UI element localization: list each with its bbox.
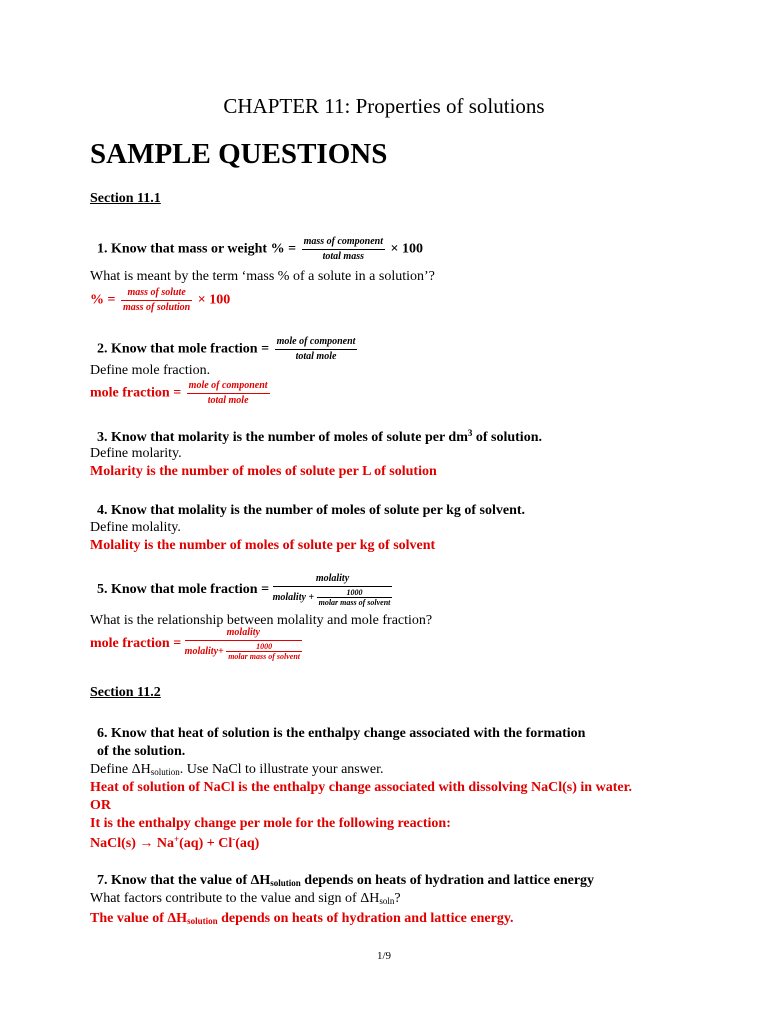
question-2-lead: 2. Know that mole fraction =	[97, 341, 273, 357]
question-6-text	[90, 762, 383, 778]
answer-2-fraction	[187, 380, 270, 407]
question-1-lead: 1. Know that mass or weight % =	[97, 241, 300, 257]
equation-right: (aq)	[235, 836, 260, 851]
question-4: 4. Know that molality is the number of moles of solute per kg of solvent.	[97, 503, 526, 518]
question-7-lead: 7. Know that the value of ΔH	[97, 873, 271, 888]
section-heading-11-2: Section 11.2	[90, 685, 161, 700]
sample-questions-title: SAMPLE QUESTIONS	[90, 138, 388, 170]
question-5	[97, 573, 392, 607]
times-100: × 100	[197, 292, 231, 308]
fraction-denominator: total mole	[295, 351, 337, 362]
inner-denominator: molar mass of solvent	[228, 652, 300, 661]
fraction-denominator: total mole	[207, 395, 249, 406]
answer-1	[90, 287, 230, 314]
define-tail: . Use NaCl to illustrate your answer.	[179, 762, 384, 777]
answer-7-lead: The value of ΔH	[90, 911, 188, 926]
question-7	[97, 873, 594, 889]
subscript: soln	[379, 896, 395, 906]
answer-7	[90, 911, 514, 927]
section-heading-11-1: Section 11.1	[90, 191, 161, 206]
inner-fraction	[317, 588, 393, 607]
answer-5	[90, 627, 302, 661]
question-7-question-tail: ?	[394, 891, 401, 906]
question-5-lead: 5. Know that mole fraction =	[97, 582, 273, 598]
fraction-numerator: molality	[185, 627, 302, 641]
superscript: +	[174, 834, 180, 844]
question-3-text: Define molarity.	[90, 446, 182, 461]
answer-6-or: OR	[90, 798, 111, 813]
fraction-numerator: mass of solute	[121, 287, 192, 301]
answer-2-lead: mole fraction =	[90, 385, 185, 401]
mass-percent-fraction	[302, 236, 385, 263]
fraction-denominator: total mass	[322, 251, 364, 262]
question-3-lead: 3. Know that molarity is the number of moles of solute per dm	[97, 430, 468, 445]
question-6-line-2: of the solution.	[97, 744, 186, 759]
equation-middle: (aq) + Cl	[179, 836, 233, 851]
answer-5-lead: mole fraction =	[90, 636, 185, 652]
subscript: solution	[150, 767, 180, 777]
question-7-text	[90, 891, 401, 907]
times-100: × 100	[390, 241, 423, 257]
mole-fraction-fraction	[275, 336, 358, 363]
inner-numerator: 1000	[226, 642, 302, 652]
question-1-text: What is meant by the term ‘mass % of a solute in a solution’?	[90, 269, 435, 284]
answer-7-tail: depends on heats of hydration and lattice energy.	[217, 911, 514, 926]
denominator-lead: molality+	[184, 645, 224, 657]
question-1	[97, 236, 423, 263]
question-3-tail: of solution.	[472, 430, 542, 445]
complex-fraction	[273, 573, 393, 607]
answer-1-fraction	[121, 287, 192, 314]
subscript: solution	[270, 878, 301, 888]
question-7-question-lead: What factors contribute to the value and sign of ΔH	[90, 891, 380, 906]
answer-2	[90, 380, 272, 407]
question-3	[97, 428, 542, 446]
answer-6-equation	[90, 834, 259, 852]
fraction-denominator	[185, 641, 302, 661]
question-2	[97, 336, 359, 363]
question-2-text: Define mole fraction.	[90, 363, 211, 378]
subscript: solution	[187, 916, 218, 926]
denominator-lead: molality +	[272, 591, 317, 603]
answer-complex-fraction	[185, 627, 302, 661]
define-lead: Define ΔH	[90, 762, 151, 777]
answer-1-lead: % =	[90, 292, 119, 308]
question-6-line-1: 6. Know that heat of solution is the enthalpy change associated with the formation	[97, 726, 586, 741]
answer-6-line-1: Heat of solution of NaCl is the enthalpy change associated with dissolving NaCl(s) in water.	[90, 780, 633, 795]
fraction-numerator: mole of component	[187, 380, 270, 394]
answer-3: Molarity is the number of moles of solute per L of solution	[90, 464, 437, 479]
fraction-denominator	[273, 587, 393, 607]
question-5-text: What is the relationship between molality and mole fraction?	[90, 613, 433, 628]
superscript: -	[232, 834, 236, 844]
fraction-numerator: mole of component	[275, 336, 358, 350]
answer-6-line-3: It is the enthalpy change per mole for the following reaction:	[90, 816, 451, 831]
answer-4: Molality is the number of moles of solute per kg of solvent	[90, 538, 436, 553]
equation-left: NaCl(s) → Na	[90, 836, 174, 851]
inner-fraction	[226, 642, 302, 661]
fraction-numerator: molality	[273, 573, 393, 587]
fraction-denominator: mass of solution	[122, 302, 191, 313]
fraction-numerator: mass of component	[302, 236, 385, 250]
question-7-tail: depends on heats of hydration and lattice energy	[300, 873, 595, 888]
inner-denominator: molar mass of solvent	[318, 598, 391, 607]
chapter-title: CHAPTER 11: Properties of solutions	[223, 94, 545, 118]
question-4-text: Define molality.	[90, 520, 181, 535]
page-number: 1/9	[376, 950, 392, 962]
inner-numerator: 1000	[317, 588, 393, 598]
superscript: 3	[467, 428, 473, 438]
